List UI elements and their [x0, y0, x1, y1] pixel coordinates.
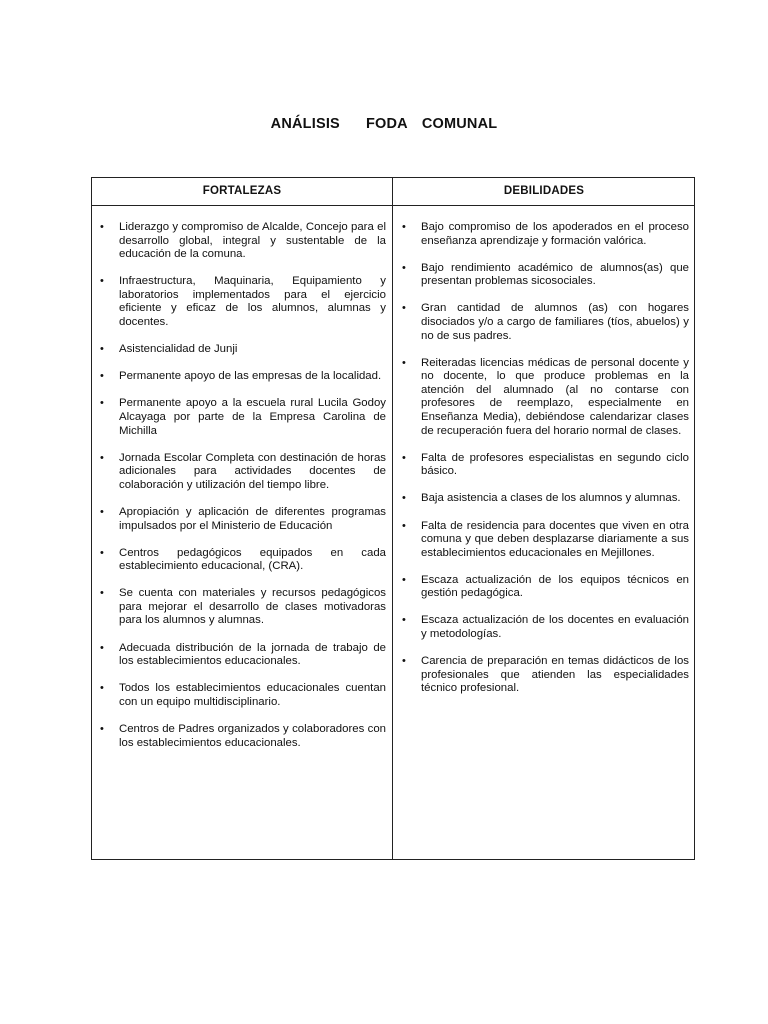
list-item	[98, 587, 386, 628]
list-item	[400, 614, 689, 641]
fortaleza-text: Apropiación y aplicación de diferentes programas impulsados por el Ministerio de Educación	[119, 505, 386, 532]
fortaleza-text: Permanente apoyo de las empresas de la localidad.	[119, 370, 382, 383]
fortaleza-text: Centros de Padres organizados y colaboradores con los establecimientos educacionales.	[119, 722, 386, 749]
fortaleza-text: Se cuenta con materiales y recursos pedagógicos para mejorar el desarrollo de clases motivadoras para los alumnos y alumnas.	[119, 587, 386, 627]
list-item	[98, 221, 386, 262]
page-title	[0, 116, 768, 132]
fortalezas-column	[98, 221, 386, 764]
list-item	[98, 275, 386, 329]
header-fortalezas: FORTALEZAS	[202, 185, 282, 197]
debilidad-text: Baja asistencia a clases de los alumnos y alumnas.	[421, 492, 681, 505]
bullet-icon: •	[402, 302, 406, 315]
debilidad-text: Gran cantidad de alumnos (as) con hogares disociados y/o a cargo de familiares (tíos, abuelos) y no de sus padres.	[421, 302, 689, 342]
column-divider	[392, 178, 393, 859]
debilidad-text: Escaza actualización de los docentes en evaluación y metodologías.	[421, 614, 689, 641]
list-item	[400, 492, 689, 506]
bullet-icon: •	[402, 614, 406, 627]
bullet-icon: •	[100, 505, 104, 518]
fortaleza-text: Liderazgo y compromiso de Alcalde, Concejo para el desarrollo global, integral y sustentable de la educación de la comuna.	[119, 221, 386, 261]
bullet-icon: •	[100, 546, 104, 559]
bullet-icon: •	[100, 722, 104, 735]
debilidades-column	[400, 221, 689, 709]
fortaleza-text: Jornada Escolar Completa con destinación de horas adicionales para actividades docentes de colaboración y utilización del tiempo libre.	[119, 451, 386, 491]
fortaleza-text: Todos los establecimientos educacionales cuentan con un equipo multidisciplinario.	[119, 682, 386, 708]
list-item	[98, 682, 386, 709]
bullet-icon: •	[402, 451, 406, 464]
list-item	[400, 520, 689, 561]
debilidad-text: Falta de profesores especialistas en segundo ciclo básico.	[421, 451, 689, 478]
list-item	[98, 723, 386, 750]
fortalezas-list	[98, 221, 386, 750]
list-item	[400, 262, 689, 289]
title-word-foda: FODA	[365, 116, 408, 132]
debilidad-text: Bajo compromiso de los apoderados en el proceso enseñanza aprendizaje y formación valórica.	[421, 221, 689, 247]
list-item	[400, 302, 689, 343]
debilidad-text: Carencia de preparación en temas didácticos de los profesionales que atienden las especialidades técnico profesional.	[421, 655, 689, 695]
list-item	[98, 370, 386, 384]
bullet-icon: •	[100, 221, 104, 233]
fortaleza-text: Centros pedagógicos equipados en cada establecimiento educacional, (CRA).	[119, 546, 386, 573]
debilidad-text: Escaza actualización de los equipos técnicos en gestión pedagógica.	[421, 573, 689, 600]
debilidades-list	[400, 221, 689, 696]
list-item	[400, 574, 689, 601]
list-item	[98, 397, 386, 438]
title-word-comunal: COMUNAL	[421, 116, 498, 132]
list-item	[98, 506, 386, 533]
bullet-icon: •	[402, 261, 406, 274]
list-item	[400, 655, 689, 696]
header-divider	[92, 205, 694, 206]
header-debilidades: DEBILIDADES	[503, 185, 585, 197]
bullet-icon: •	[402, 519, 406, 532]
foda-table	[91, 177, 695, 860]
fortaleza-text: Infraestructura, Maquinaria, Equipamiento y laboratorios implementados para el ejercicio eficiente y eficaz de los alumnos, alumnas y docentes.	[119, 275, 386, 329]
list-item	[98, 547, 386, 574]
list-item	[98, 343, 386, 357]
list-item	[98, 642, 386, 669]
bullet-icon: •	[100, 587, 104, 600]
bullet-icon: •	[100, 641, 104, 654]
bullet-icon: •	[100, 682, 104, 695]
fortaleza-text: Asistencialidad de Junji	[119, 343, 238, 356]
bullet-icon: •	[402, 573, 406, 586]
list-item	[98, 452, 386, 493]
bullet-icon: •	[100, 275, 104, 288]
list-item	[400, 357, 689, 439]
debilidad-text: Bajo rendimiento académico de alumnos(as) que presentan problemas sicosociales.	[421, 261, 689, 288]
bullet-icon: •	[100, 370, 104, 383]
bullet-icon: •	[100, 343, 104, 356]
title-word-analisis: ANÁLISIS	[270, 116, 340, 132]
bullet-icon: •	[402, 655, 406, 668]
list-item	[400, 221, 689, 248]
bullet-icon: •	[100, 451, 104, 464]
list-item	[400, 452, 689, 479]
bullet-icon: •	[402, 221, 406, 233]
bullet-icon: •	[100, 397, 104, 410]
debilidad-text: Reiteradas licencias médicas de personal docente y no docente, lo que produce problemas en la atención del alumnado (al no contarse con profesores de reemplazo, especialmente en Enseñanza Media), debiéndose calendarizar clases de recuperación fuera del horario normal de clases.	[421, 356, 689, 437]
fortaleza-text: Adecuada distribución de la jornada de trabajo de los establecimientos educacionales.	[119, 641, 386, 668]
bullet-icon: •	[402, 356, 406, 369]
bullet-icon: •	[402, 492, 406, 505]
fortaleza-text: Permanente apoyo a la escuela rural Lucila Godoy Alcayaga por parte de la Empresa Carolina de Michilla	[119, 397, 386, 437]
debilidad-text: Falta de residencia para docentes que viven en otra comuna y que deben desplazarse diariamente a sus establecimientos educacionales en Mejillones.	[421, 519, 689, 559]
